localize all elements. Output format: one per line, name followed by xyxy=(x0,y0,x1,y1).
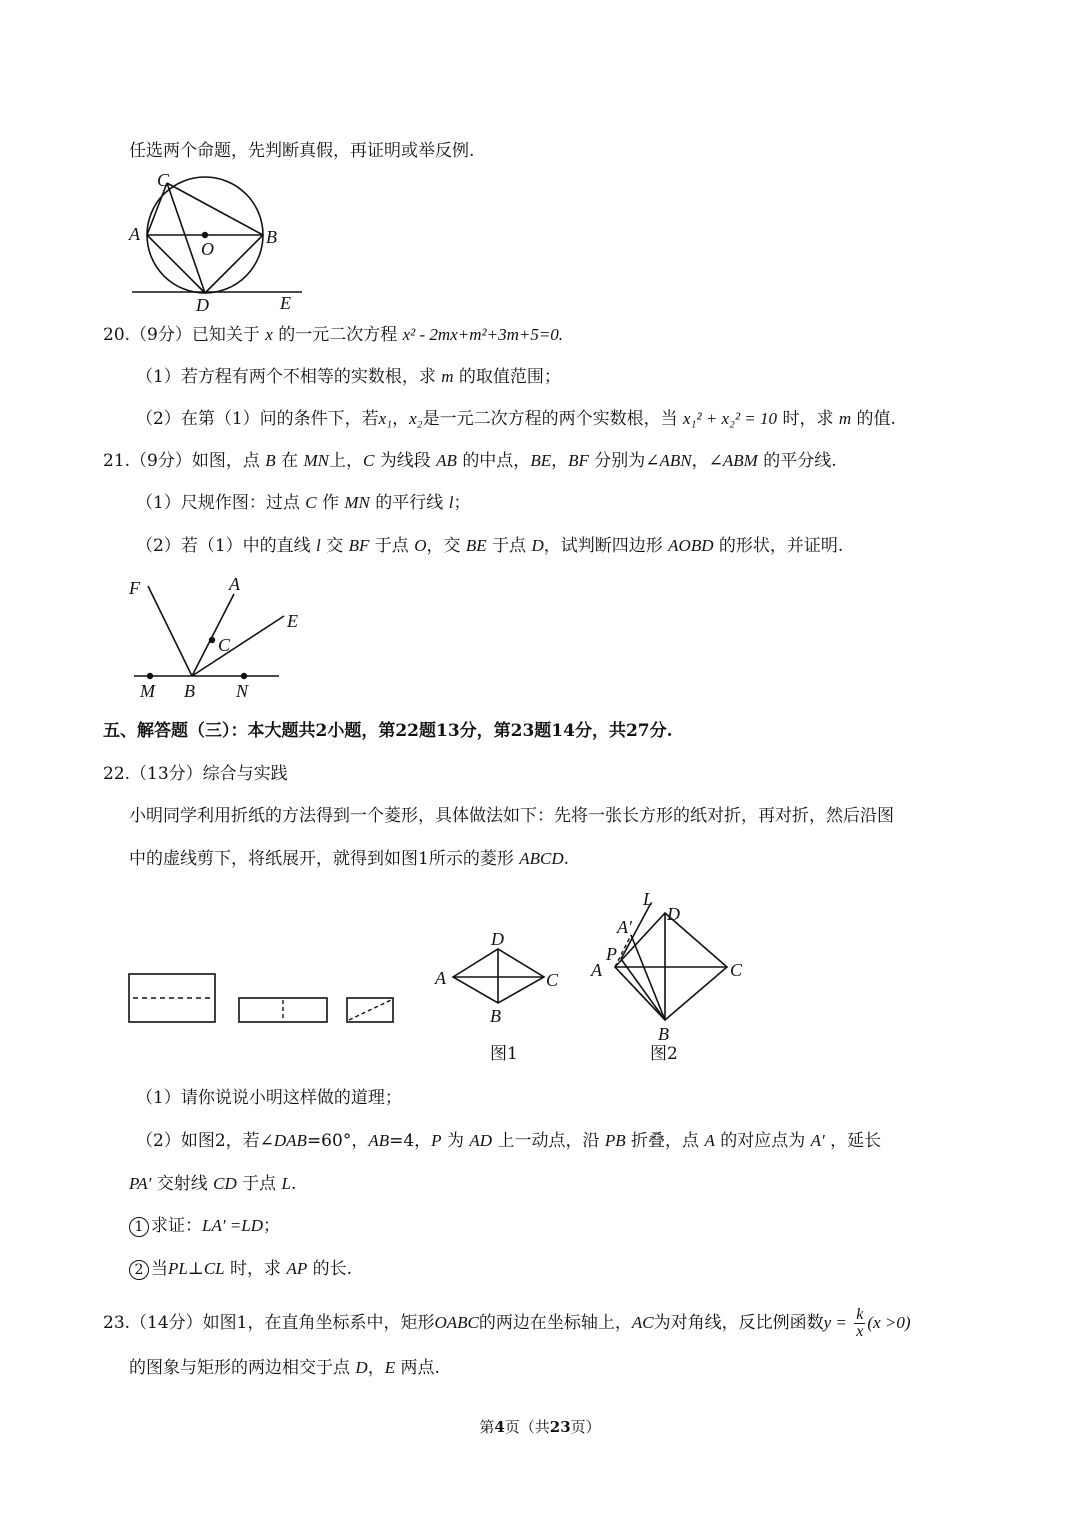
rhombus-figure-2 xyxy=(585,885,755,1045)
label-A: A xyxy=(591,960,602,980)
q21-heading: 21.（9分）如图，点 B 在 MN上，C 为线段 AB 的中点，BE，BF 分别为∠ABN，∠ABM 的平分线. xyxy=(103,451,837,471)
label-A: A xyxy=(435,968,446,988)
label-B: B xyxy=(658,1024,669,1044)
angle-figure xyxy=(122,570,312,705)
q22-desc-line2: 中的虚线剪下，将纸展开，就得到如图1所示的菱形 ABCD. xyxy=(129,849,570,869)
q22-desc-line1: 小明同学利用折纸的方法得到一个菱形，具体做法如下：先将一张长方形的纸对折，再对折，然后沿图 xyxy=(129,806,894,826)
label-B: B xyxy=(184,681,195,701)
total-pages: 23 xyxy=(549,1418,571,1436)
label-A-prime: A′ xyxy=(617,917,632,937)
label-N: N xyxy=(236,681,249,701)
figure-1-caption: 图1 xyxy=(490,1044,518,1064)
section-5-heading: 五、解答题（三）：本大题共2小题，第22题13分，第23题14分，共27分. xyxy=(103,721,673,741)
q22-sub1: 1 求证：LA′ =LD； xyxy=(129,1215,280,1237)
page-number: 4 xyxy=(494,1418,505,1436)
circled-number-1: 1 xyxy=(129,1217,149,1237)
label-A: A xyxy=(229,574,240,594)
q20-part1: （1）若方程有两个不相等的实数根，求 m 的取值范围； xyxy=(136,367,561,387)
label-M: M xyxy=(140,681,155,701)
label-E: E xyxy=(287,611,298,631)
label-C: C xyxy=(730,960,743,980)
label-B: B xyxy=(490,1006,501,1026)
label-C: C xyxy=(546,970,559,990)
label-E: E xyxy=(280,293,291,313)
label-L: L xyxy=(643,889,654,909)
q20-heading: 20.（9分）已知关于 x 的一元二次方程 x² - 2mx+m²+3m+5=0. xyxy=(103,325,564,345)
q22-part1: （1）请你说说小明这样做的道理； xyxy=(136,1088,402,1108)
q22-heading: 22.（13分）综合与实践 xyxy=(103,764,288,784)
q20-part2: （2）在第（1）问的条件下，若x₁，x₂是一元二次方程的两个实数根，当 x₁² + x₂² = 10 时，求 m 的值. xyxy=(136,409,896,429)
label-C: C xyxy=(218,635,231,655)
label-D: D xyxy=(667,904,680,924)
rhombus-figure-1 xyxy=(430,925,570,1030)
label-P: P xyxy=(606,944,617,964)
circled-number-2: 2 xyxy=(129,1260,149,1280)
fraction-k-over-x: $\frac{k}{x}$ xyxy=(856,1306,864,1340)
label-C: C xyxy=(157,170,170,190)
q22-part2-line2: PA′ 交射线 CD 于点 L. xyxy=(129,1174,297,1194)
q23-line2: 的图象与矩形的两边相交于点 D，E 两点. xyxy=(129,1358,440,1378)
q21-part1: （1）尺规作图：过点 C 作 MN 的平行线 l； xyxy=(136,493,471,513)
label-O: O xyxy=(201,239,214,259)
folding-paper-figure xyxy=(125,968,400,1030)
figure-2-caption: 图2 xyxy=(650,1044,678,1064)
q22-sub2: 2 当PL⊥CL 时，求 AP 的长. xyxy=(129,1258,352,1280)
circle-figure xyxy=(122,168,312,318)
label-A: A xyxy=(129,224,140,244)
q23-line1: 23.（14分）如图1，在直角坐标系中，矩形OABC的两边在坐标轴上，AC为对角线，反比例函数y = $\frac{k}{x}$ (x >0) xyxy=(103,1306,911,1340)
q21-part2: （2）若（1）中的直线 l 交 BF 于点 O，交 BE 于点 D，试判断四边形 AOBD 的形状，并证明. xyxy=(136,536,844,556)
intro-line: 任选两个命题，先判断真假，再证明或举反例. xyxy=(129,141,475,161)
label-F: F xyxy=(129,578,140,598)
label-D: D xyxy=(491,929,504,949)
q22-part2-line1: （2）如图2，若∠DAB=60°，AB=4，P 为 AD 上一动点，沿 PB 折叠，点 A 的对应点为 A′ ，延长 xyxy=(136,1131,882,1151)
label-D: D xyxy=(196,295,209,315)
page-footer: 第4页（共23页） xyxy=(479,1418,601,1436)
label-B: B xyxy=(266,227,277,247)
